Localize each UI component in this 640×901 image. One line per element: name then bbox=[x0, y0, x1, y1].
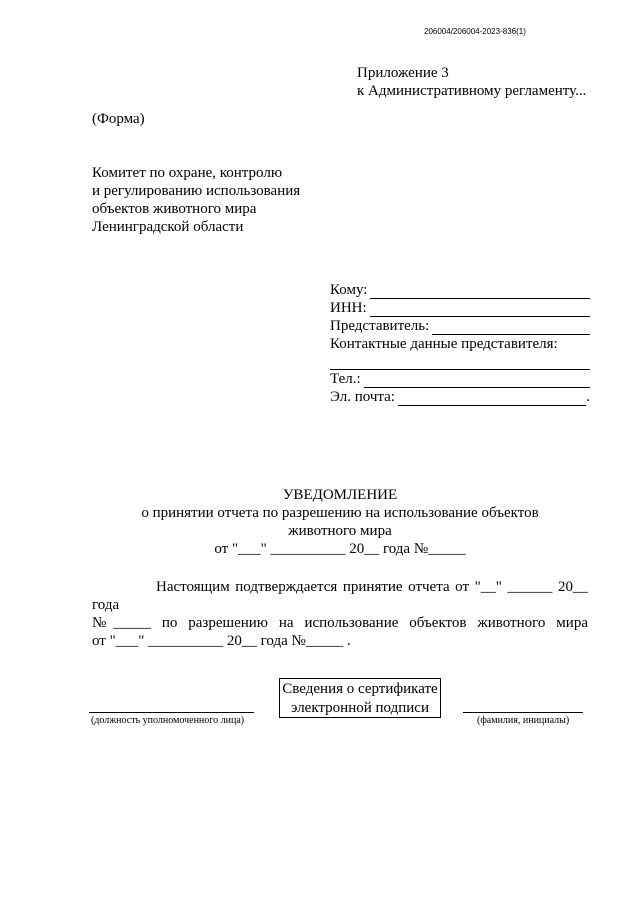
organization-line-2: и регулированию использования bbox=[92, 183, 301, 199]
email-row bbox=[330, 388, 590, 406]
tel-row bbox=[330, 370, 590, 388]
contacts-label: Контактные данные представителя: bbox=[330, 336, 558, 352]
inn-row bbox=[330, 299, 590, 317]
representative-row bbox=[330, 317, 590, 335]
organization-line-3: объектов животного мира bbox=[92, 201, 257, 217]
appendix-line-2: к Административному регламенту... bbox=[357, 83, 587, 99]
to-field[interactable] bbox=[370, 285, 590, 299]
appendix-header bbox=[357, 64, 586, 100]
email-trailing-dot: . bbox=[586, 389, 590, 405]
name-caption: (фамилия, инициалы) bbox=[477, 715, 570, 726]
document-id: 206004/206004-2023-836(1) bbox=[424, 27, 526, 36]
inn-label: ИНН: bbox=[330, 300, 367, 316]
organization-block bbox=[92, 164, 300, 236]
email-label: Эл. почта: bbox=[330, 389, 395, 405]
certificate-box bbox=[279, 678, 441, 718]
position-caption: (должность уполномоченного лица) bbox=[91, 715, 245, 726]
notice-subtitle-2: животного мира bbox=[288, 523, 392, 539]
notice-heading bbox=[0, 486, 640, 558]
notice-date-line: от "___" __________ 20__ года №_____ bbox=[214, 541, 466, 557]
certificate-line-2: электронной подписи bbox=[291, 700, 429, 716]
appendix-line-1: Приложение 3 bbox=[357, 65, 449, 81]
representative-label: Представитель: bbox=[330, 318, 430, 334]
to-label: Кому: bbox=[330, 282, 368, 298]
position-signature-line[interactable] bbox=[89, 712, 254, 713]
organization-line-1: Комитет по охране, контролю bbox=[92, 165, 283, 181]
tel-label: Тел.: bbox=[330, 371, 361, 387]
body-line-2: №_____ по разрешению на использование объектов животного мира bbox=[92, 615, 588, 631]
organization-line-4: Ленинградской области bbox=[92, 219, 244, 235]
inn-field[interactable] bbox=[370, 303, 590, 317]
body-line-3: от "___" __________ 20__ года №_____ . bbox=[92, 633, 351, 649]
notice-subtitle-1: о принятии отчета по разрешению на использование объектов bbox=[141, 505, 539, 521]
notice-title: УВЕДОМЛЕНИЕ bbox=[282, 487, 398, 503]
contacts-row bbox=[330, 335, 590, 353]
contacts-field[interactable] bbox=[330, 353, 590, 370]
name-signature-line[interactable] bbox=[463, 712, 583, 713]
body-paragraph bbox=[92, 578, 588, 650]
certificate-line-1: Сведения о сертификате bbox=[282, 681, 438, 697]
form-label: (Форма) bbox=[92, 111, 145, 127]
tel-field[interactable] bbox=[364, 374, 590, 388]
addressee-block bbox=[330, 281, 590, 406]
body-line-1: Настоящим подтверждается принятие отчета от "__" ______ 20__ года bbox=[92, 579, 588, 613]
to-row bbox=[330, 281, 590, 299]
email-field[interactable] bbox=[398, 392, 586, 406]
representative-field[interactable] bbox=[432, 321, 590, 335]
